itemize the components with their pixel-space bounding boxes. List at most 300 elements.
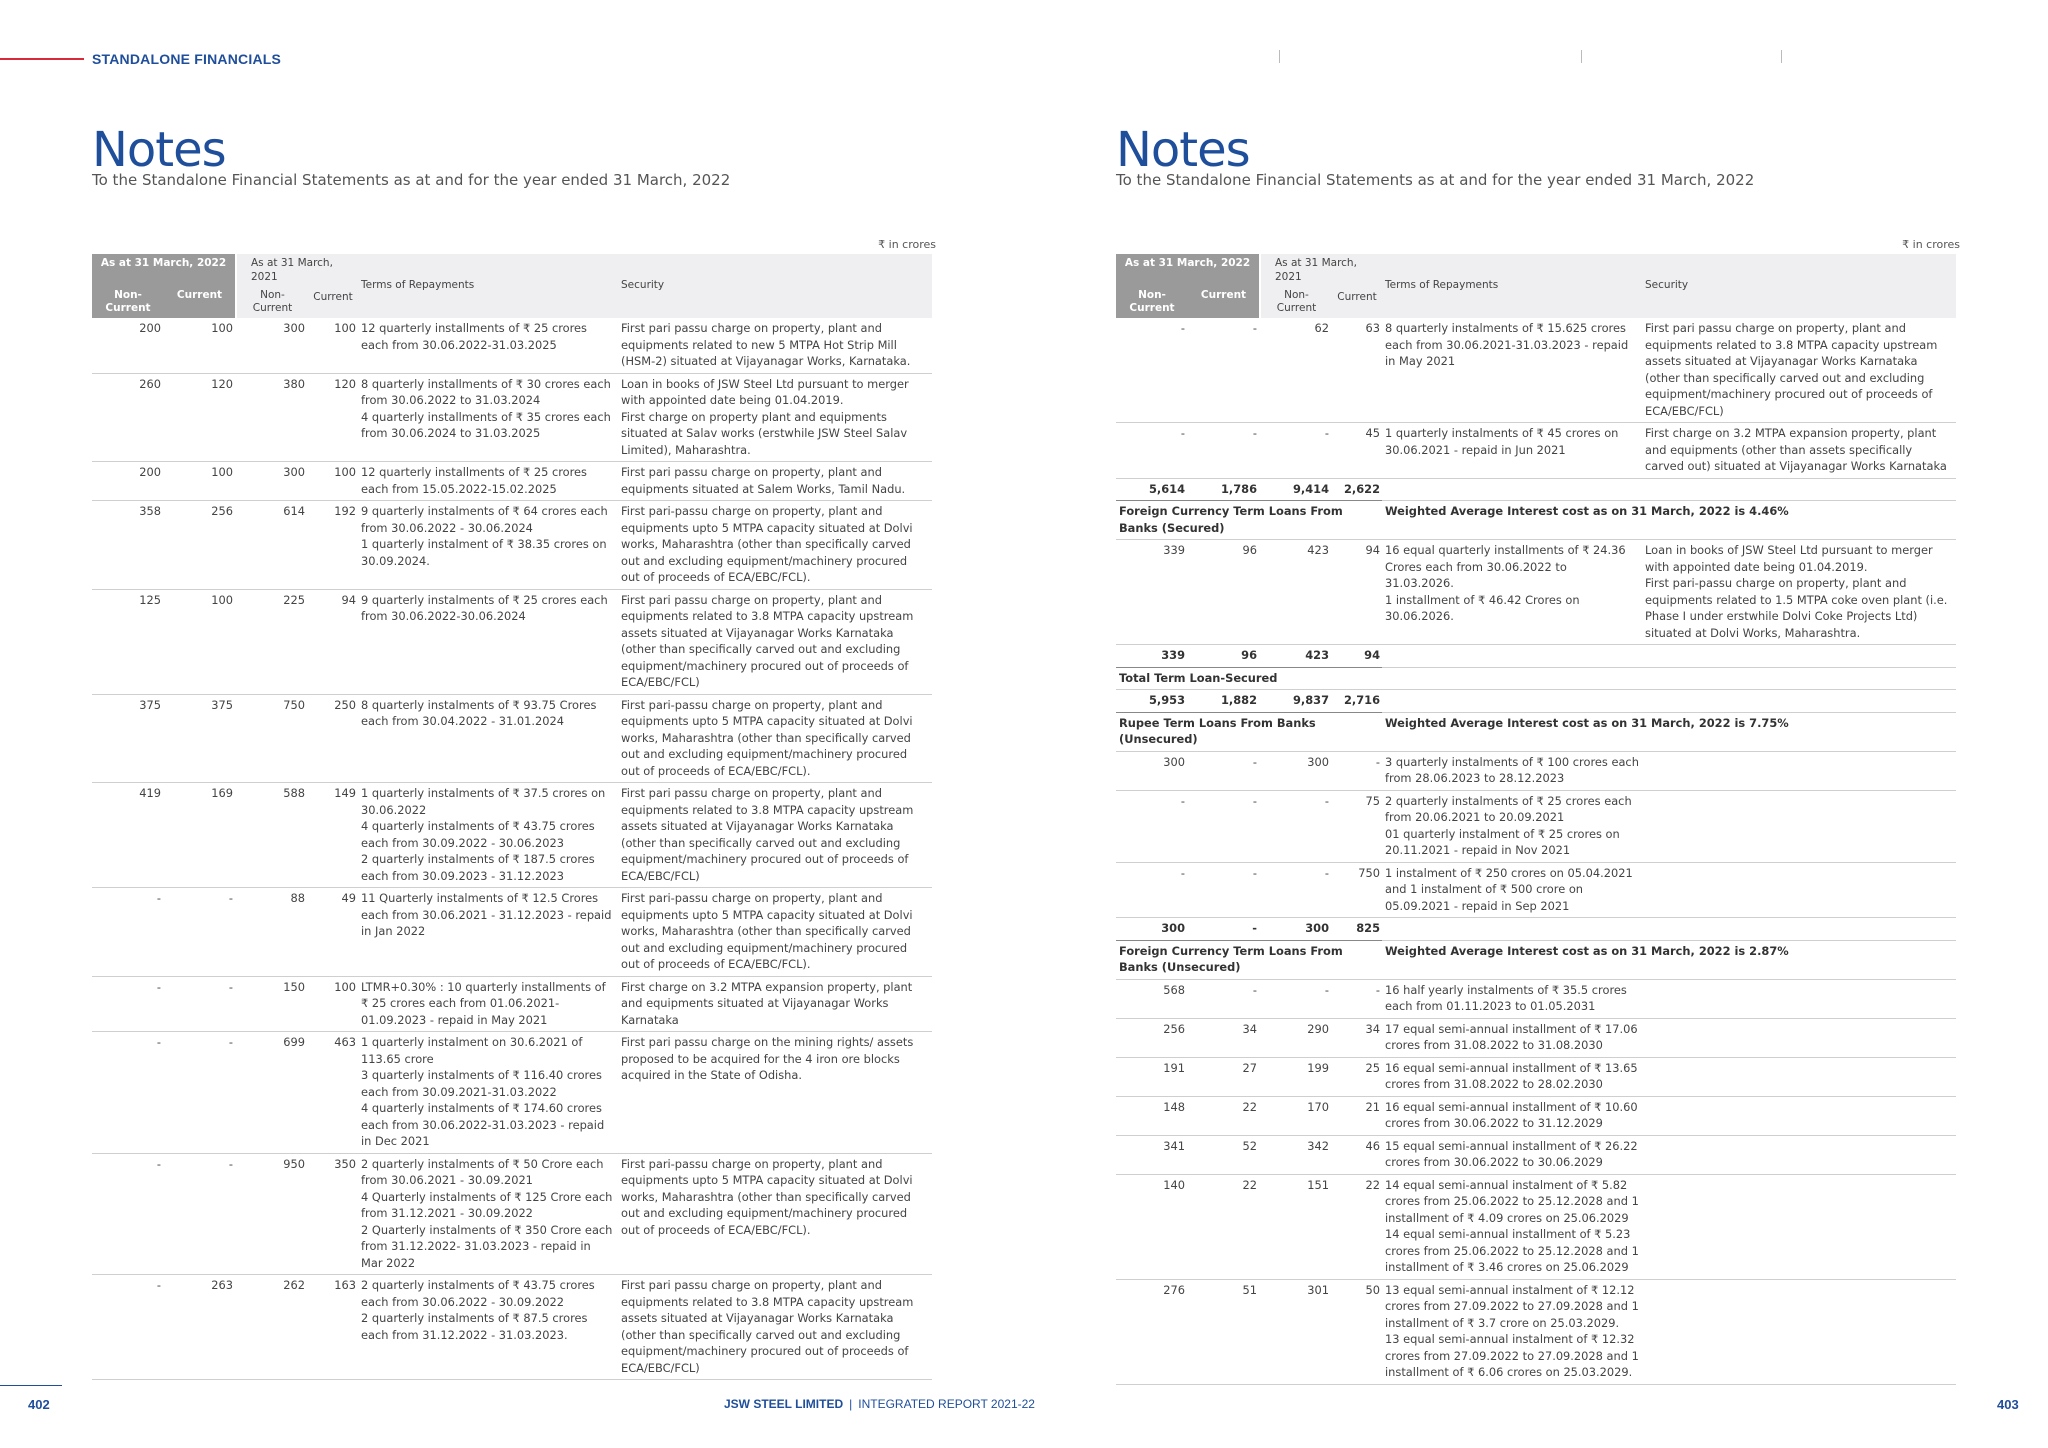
table-row [92,888,932,977]
text-line: First charge on 3.2 MTPA expansion property, plant and equipments situated at Vijayanagar Works Karnataka [621,979,913,1027]
text-line: 15 equal semi-annual installment of ₹ 26.22 crores from 30.06.2022 to 30.06.2029 [1385,1138,1638,1169]
header-tick [1781,50,1782,63]
cell-non-current-2021: 199 [1307,1060,1329,1075]
cell-non-current-2022: - [156,979,161,994]
text-line: 8 quarterly instalments of ₹ 15.625 crores each from 30.06.2021-31.03.2023 - repaid in May 2021 [1385,321,1629,368]
cell-current-2021: 49 [341,891,357,905]
text-line: 1 quarterly instalment of ₹ 38.35 crores on 30.09.2024. [361,537,607,568]
cell-security [618,501,932,590]
table-row [92,976,932,1032]
cell-terms [1382,540,1642,645]
table-row [92,694,932,783]
section-row [1116,667,1956,690]
cell-current-2022: 169 [211,786,233,800]
text-line: 11 Quarterly instalments of ₹ 12.5 Crores each from 30.06.2021 - 31.12.2023 - repaid in Jan 2022 [361,891,612,938]
cell-non-current-2021: 699 [283,1035,305,1049]
header-as-at-2022: As at 31 March, 2022 [92,254,236,287]
cell-non-current-2021: 301 [1307,1282,1329,1297]
cell-current-2021: 100 [334,979,357,994]
interest-note: Weighted Average Interest cost as on 31 March, 2022 is 7.75% [1385,715,1789,730]
cell-security [1642,540,1956,645]
cell-current-2021: 21 [1365,1099,1381,1114]
cell-non-current-2022: 339 [1163,543,1185,557]
table-row [92,501,932,590]
cell-current-2022: 22 [1242,1177,1257,1192]
text-line: 1 quarterly instalments of ₹ 45 crores on 30.06.2021 - repaid in Jun 2021 [1385,426,1619,457]
cell-current-2022: - [228,979,233,994]
cell-non-current-2021: 423 [1307,543,1329,557]
cell-current-2021: - [1375,982,1381,997]
table-row [1116,751,1956,790]
borrowings-table-left [92,254,932,1380]
table-body [1116,318,1956,1384]
cell-non-current-2021: 300 [283,321,305,335]
total-row [1116,645,1956,668]
interest-note: Weighted Average Interest cost as on 31 March, 2022 is 4.46% [1385,504,1789,518]
header-terms: Terms of Repayments [1382,254,1642,318]
cell-security [1642,423,1956,479]
cell-non-current-2022: 300 [1163,754,1185,769]
text-line: 9 quarterly instalments of ₹ 64 crores each from 30.06.2022 - 30.06.2024 [361,504,608,535]
cell-non-current-2021: 170 [1307,1099,1329,1114]
cell-security [618,373,932,462]
table-row [1116,1096,1956,1135]
text-line: First charge on property plant and equipments situated at Salav works (erstwhile JSW Steel Salav Limited), Maharashtra. [621,409,908,457]
cell-current-2021: 750 [1358,865,1381,880]
text-line: First pari-passu charge on property, plant and equipments upto 5 MTPA capacity situated at Dolvi works, Maharashtra (other than specifically carved out and excluding equipment/machinery procured out of proceeds of ECA/EBC/FCL). [621,891,913,971]
cell-non-current-2022: - [156,1278,161,1292]
cell-security [1642,645,1956,668]
cell-security [618,318,932,373]
text-line: First pari passu charge on property, plant and equipments related to 3.8 MTPA capacity upstream assets situated at Vijayanagar Works Karnataka (other than specifically carved out and excluding equipment/machinery procured out of proceeds of ECA/EBC/FCL) [621,1278,914,1375]
cell-current-2022: 52 [1242,1138,1257,1153]
cell-current-2021: 120 [334,376,357,391]
total-row [1116,690,1956,713]
cell-security [1642,918,1956,941]
table-row [1116,423,1956,479]
header-current-2022: Current [1188,287,1260,318]
cell-non-current-2022: 300 [1116,918,1188,941]
cell-current-2021: 250 [334,697,357,712]
cell-non-current-2022: 358 [139,504,161,518]
text-line: 8 quarterly installments of ₹ 30 crores each from 30.06.2022 to 31.03.2024 [361,376,611,407]
cell-current-2022: 120 [211,376,233,391]
cell-terms [1382,790,1642,862]
cell-current-2022: - [228,1156,233,1171]
text-line: 14 equal semi-annual instalment of ₹ 5.82 crores from 25.06.2022 to 25.12.2028 and 1 installment of ₹ 4.09 crores on 25.06.2029 [1385,1177,1639,1225]
cell-current-2022: 1,786 [1188,478,1260,501]
cell-current-2022: - [1252,793,1257,808]
header-as-at-2021: As at 31 March, 2021 [236,254,358,287]
cell-non-current-2021: 262 [283,1278,305,1292]
cell-security [1642,1135,1956,1174]
cell-non-current-2021: 380 [283,376,305,391]
text-line: First pari passu charge on property, plant and equipments situated at Salem Works, Tamil Nadu. [621,465,906,496]
text-line: 13 equal semi-annual instalment of ₹ 12.12 crores from 27.09.2022 to 27.09.2028 and 1 installment of ₹ 3.7 crore on 25.03.2029. [1385,1282,1639,1330]
cell-current-2021: 149 [334,786,357,800]
cell-non-current-2022: 148 [1163,1099,1185,1114]
cell-terms [358,1153,618,1275]
cell-non-current-2021: 62 [1314,321,1329,335]
cell-non-current-2022: - [1180,321,1185,335]
footer-separator: | [849,1397,853,1411]
cell-non-current-2021: 614 [283,504,305,518]
cell-terms [1382,1096,1642,1135]
header-tick [1279,50,1280,63]
text-line: 17 equal semi-annual installment of ₹ 17.06 crores from 31.08.2022 to 31.08.2030 [1385,1021,1638,1052]
section-label: Total Term Loan-Secured [1119,670,1278,685]
text-line: 1 quarterly instalments of ₹ 37.5 crores on 30.06.2022 [361,786,606,817]
cell-non-current-2022: 125 [139,592,161,607]
cell-non-current-2021: 300 [1307,754,1329,769]
cell-security [1642,690,1956,713]
cell-non-current-2021: 588 [283,786,305,800]
cell-security [1642,1174,1956,1279]
cell-current-2022: - [1252,865,1257,880]
cell-non-current-2022: 276 [1163,1282,1185,1297]
text-line: 3 quarterly instalments of ₹ 116.40 crores each from 30.09.2021-31.03.2022 [361,1068,602,1099]
cell-non-current-2022: - [1180,793,1185,808]
cell-non-current-2022: - [156,891,161,905]
table-row [1116,862,1956,918]
total-row [1116,918,1956,941]
cell-terms [1382,478,1642,501]
cell-current-2022: 100 [211,592,233,607]
cell-non-current-2021: 88 [290,891,305,905]
cell-current-2022: 96 [1188,645,1260,668]
cell-security [618,1153,932,1275]
text-line: LTMR+0.30% : 10 quarterly installments of ₹ 25 crores each from 01.06.2021-01.09.2023 - repaid in May 2021 [361,979,606,1027]
text-line: Loan in books of JSW Steel Ltd pursuant to merger with appointed date being 01.04.2019. [621,376,909,407]
cell-non-current-2021: 151 [1307,1177,1329,1192]
table-row [1116,1018,1956,1057]
text-line: 2 quarterly instalments of ₹ 43.75 crores each from 30.06.2022 - 30.09.2022 [361,1278,595,1309]
cell-terms [358,1032,618,1154]
header-current-2021: Current [308,287,358,318]
table-row [1116,1279,1956,1384]
cell-terms [1382,862,1642,918]
table-row [92,1275,932,1380]
section-label: STANDALONE FINANCIALS [92,51,282,67]
text-line: 4 Quarterly instalments of ₹ 125 Crore each from 31.12.2021 - 30.09.2022 [361,1189,613,1220]
table-row [92,318,932,373]
cell-terms [1382,751,1642,790]
units-label: ₹ in crores [1902,238,1960,251]
table-row [1116,1174,1956,1279]
cell-terms [358,589,618,694]
cell-current-2021: 163 [334,1278,357,1292]
cell-non-current-2021: - [1324,982,1329,997]
text-line: 1 installment of ₹ 46.42 Crores on 30.06.2026. [1385,592,1580,623]
text-line: 1 instalment of ₹ 250 crores on 05.04.2021 and 1 instalment of ₹ 500 crore on 05.09.2021 - repaid in Sep 2021 [1385,865,1633,913]
cell-security [1642,862,1956,918]
cell-non-current-2021: 300 [283,465,305,479]
cell-current-2022: - [228,891,233,905]
table-header [92,254,932,318]
cell-current-2021: 94 [1332,645,1382,668]
cell-terms [358,501,618,590]
cell-terms [358,318,618,373]
text-line: Loan in books of JSW Steel Ltd pursuant to merger with appointed date being 01.04.2019. [1645,543,1933,574]
cell-security [618,1032,932,1154]
header-current-2021: Current [1332,287,1382,318]
cell-terms [1382,1135,1642,1174]
text-line: First pari-passu charge on property, plant and equipments related to 1.5 MTPA coke oven plant (i.e. Phase I under erstwhile Dolvi Coke Projects Ltd) situated at Dolvi Works, Maharashtra. [1645,576,1948,640]
cell-current-2021: 63 [1365,321,1381,335]
section-row [1116,940,1956,979]
cell-security [618,462,932,501]
text-line: First pari passu charge on property, plant and equipments related to new 5 MTPA Hot Strip Mill (HSM-2) situated at Vijayanagar Works, Karnataka. [621,321,911,368]
text-line: First charge on 3.2 MTPA expansion property, plant and equipments (other than assets specifically carved out) situated at Vijayanagar Works Karnataka [1645,426,1947,473]
table-row [1116,979,1956,1018]
cell-current-2022: - [228,1035,233,1049]
footer-brand [724,1397,1035,1411]
cell-current-2021: 2,622 [1332,478,1382,501]
cell-current-2022: 27 [1242,1060,1257,1075]
cell-non-current-2021: 300 [1260,918,1332,941]
cell-terms [1382,918,1642,941]
cell-non-current-2022: 375 [139,697,161,712]
cell-terms [1382,318,1642,423]
cell-terms [358,694,618,783]
cell-non-current-2021: 150 [283,979,305,994]
text-line: First pari passu charge on property, plant and equipments related to 3.8 MTPA capacity upstream assets situated at Vijayanagar Works Karnataka (other than specifically carved out and excluding equipment/machinery procured out of proceeds of ECA/EBC/FCL) [621,786,914,883]
table-header [1116,254,1956,318]
cell-security [1642,1279,1956,1384]
cell-current-2021: 45 [1365,426,1381,440]
header-as-at-2021: As at 31 March, 2021 [1260,254,1382,287]
cell-current-2021: 2,716 [1332,690,1382,713]
cell-security [1642,1096,1956,1135]
cell-security [1642,751,1956,790]
table-row [92,462,932,501]
borrowings-table-right [1116,254,1956,1385]
text-line: First pari-passu charge on property, plant and equipments upto 5 MTPA capacity situated at Dolvi works, Maharashtra (other than specifically carved out and excluding equipment/machinery procured out of proceeds of ECA/EBC/FCL). [621,504,913,584]
cell-current-2022: - [1252,321,1257,335]
cell-security [1642,478,1956,501]
page-title: Notes [1116,122,1250,178]
cell-non-current-2022: 5,614 [1116,478,1188,501]
cell-current-2021: 75 [1365,793,1381,808]
cell-security [618,888,932,977]
text-line: 16 equal semi-annual installment of ₹ 10.60 crores from 30.06.2022 to 31.12.2029 [1385,1099,1638,1130]
header-current-2022: Current [164,287,236,318]
table-row [92,783,932,888]
cell-current-2022: 1,882 [1188,690,1260,713]
cell-non-current-2022: 5,953 [1116,690,1188,713]
cell-security [618,589,932,694]
cell-current-2022: 100 [211,321,233,335]
header-accent-line [0,58,84,60]
cell-security [1642,1057,1956,1096]
cell-terms [1382,1174,1642,1279]
text-line: 8 quarterly instalments of ₹ 93.75 Crores each from 30.04.2022 - 31.01.2024 [361,697,597,728]
cell-non-current-2022: 339 [1116,645,1188,668]
cell-current-2021: 34 [1365,1021,1381,1036]
cell-current-2022: - [1188,918,1260,941]
cell-current-2022: 96 [1242,543,1257,557]
cell-current-2022: 51 [1242,1282,1257,1297]
cell-non-current-2022: - [1180,426,1185,440]
cell-security [618,694,932,783]
page-number-left: 402 [28,1397,50,1412]
cell-current-2021: 463 [334,1035,357,1049]
page-number-right: 403 [1997,1397,2019,1412]
table-row [92,373,932,462]
page-title: Notes [92,122,226,178]
header-security: Security [1642,254,1956,318]
cell-security [1642,790,1956,862]
cell-terms [358,976,618,1032]
cell-non-current-2021: 9,414 [1260,478,1332,501]
text-line: 3 quarterly instalments of ₹ 100 crores each from 28.06.2023 to 28.12.2023 [1385,754,1639,785]
cell-terms [1382,645,1642,668]
cell-non-current-2021: 423 [1260,645,1332,668]
text-line: First pari-passu charge on property, plant and equipments upto 5 MTPA capacity situated at Dolvi works, Maharashtra (other than specifically carved out and excluding equipment/machinery procured out of proceeds of ECA/EBC/FCL). [621,697,913,778]
cell-current-2022: 100 [211,465,233,479]
cell-non-current-2021: 950 [283,1156,305,1171]
cell-current-2021: 825 [1332,918,1382,941]
table-body [92,318,932,1380]
cell-terms [1382,1057,1642,1096]
text-line: 2 Quarterly instalments of ₹ 350 Crore each from 31.12.2022- 31.03.2023 - repaid in Mar 2022 [361,1222,613,1270]
text-line: 14 equal semi-annual installment of ₹ 5.23 crores from 25.06.2022 to 25.12.2028 and 1 installment of ₹ 3.46 crores on 25.06.2029 [1385,1227,1639,1274]
text-line: 13 equal semi-annual instalment of ₹ 12.32 crores from 27.09.2022 to 27.09.2028 and 1 installment of ₹ 6.06 crores on 25.03.2029. [1385,1332,1639,1379]
section-row [1116,501,1956,540]
cell-terms [358,783,618,888]
page-subtitle: To the Standalone Financial Statements as at and for the year ended 31 March, 2022 [92,171,731,189]
cell-terms [1382,1018,1642,1057]
cell-terms [1382,690,1642,713]
cell-terms [358,888,618,977]
cell-current-2022: - [1252,426,1257,440]
section-row [1116,712,1956,751]
cell-security [1642,979,1956,1018]
cell-terms [1382,1279,1642,1384]
header-non-current-2021: Non- Current [1260,287,1332,318]
cell-security [1642,1018,1956,1057]
cell-non-current-2022: - [156,1035,161,1049]
cell-non-current-2022: 200 [139,321,161,335]
cell-current-2022: 22 [1242,1099,1257,1114]
text-line: 1 quarterly instalment on 30.6.2021 of 113.65 crore [361,1035,583,1066]
interest-note: Weighted Average Interest cost as on 31 March, 2022 is 2.87% [1385,943,1789,958]
text-line: 4 quarterly installments of ₹ 35 crores each from 30.06.2024 to 31.03.2025 [361,409,611,440]
cell-non-current-2022: 260 [139,376,161,391]
cell-current-2022: 256 [211,504,233,518]
text-line: 2 quarterly instalments of ₹ 87.5 crores each from 31.12.2022 - 31.03.2023. [361,1311,588,1342]
cell-current-2021: 94 [1365,543,1381,557]
cell-non-current-2021: 342 [1307,1138,1329,1153]
cell-current-2022: - [1252,982,1257,997]
cell-non-current-2021: 290 [1307,1021,1329,1036]
cell-current-2021: 22 [1365,1177,1381,1192]
text-line: 2 quarterly instalments of ₹ 50 Crore each from 30.06.2021 - 30.09.2021 [361,1156,604,1187]
footer-accent-line [0,1385,62,1386]
cell-non-current-2022: - [156,1156,161,1171]
cell-current-2022: 34 [1242,1021,1257,1036]
header-tick [1581,50,1582,63]
cell-terms [358,373,618,462]
cell-security [618,783,932,888]
units-label: ₹ in crores [878,238,936,251]
header-terms: Terms of Repayments [358,254,618,318]
header-non-current-2022: Non-Current [1116,287,1188,318]
text-line: 2 quarterly instalments of ₹ 25 crores each from 20.06.2021 to 20.09.2021 [1385,793,1632,824]
page-subtitle: To the Standalone Financial Statements as at and for the year ended 31 March, 2022 [1116,171,1755,189]
text-line: First pari passu charge on the mining rights/ assets proposed to be acquired for the 4 iron ore blocks acquired in the State of Odisha. [621,1035,914,1082]
cell-non-current-2021: - [1324,793,1329,808]
cell-non-current-2022: 256 [1163,1021,1185,1036]
cell-terms [1382,979,1642,1018]
header-non-current-2021: Non- Current [236,287,308,318]
table-row [1116,790,1956,862]
cell-non-current-2022: 341 [1163,1138,1185,1153]
text-line: First pari-passu charge on property, plant and equipments upto 5 MTPA capacity situated at Dolvi works, Maharashtra (other than specifically carved out and excluding equipment/machinery procured out of proceeds of ECA/EBC/FCL). [621,1156,913,1237]
text-line: 16 half yearly instalments of ₹ 35.5 crores each from 01.11.2023 to 01.05.2031 [1385,982,1627,1013]
text-line: 2 quarterly instalments of ₹ 187.5 crores each from 30.09.2023 - 31.12.2023 [361,852,595,883]
cell-non-current-2021: - [1324,865,1329,880]
text-line: First pari passu charge on property, plant and equipments related to 3.8 MTPA capacity upstream assets situated at Vijayanagar Works Karnataka (other than specifically carved out and excluding equipment/machinery procured out of proceeds of ECA/EBC/FCL) [1645,321,1938,418]
table-row [1116,318,1956,423]
cell-non-current-2022: - [1180,865,1185,880]
section-label: Foreign Currency Term Loans From Banks (Unsecured) [1119,943,1343,974]
cell-non-current-2022: 200 [139,465,161,479]
text-line: 16 equal semi-annual installment of ₹ 13.65 crores from 31.08.2022 to 28.02.2030 [1385,1060,1638,1091]
table-row [92,1032,932,1154]
text-line: 16 equal quarterly installments of ₹ 24.36 Crores each from 30.06.2022 to 31.03.2026. [1385,543,1626,590]
text-line: 12 quarterly installments of ₹ 25 crores each from 15.05.2022-15.02.2025 [361,465,587,496]
cell-security [618,1275,932,1380]
interest-note [1382,667,1956,690]
section-label: Foreign Currency Term Loans From Banks (Secured) [1119,504,1343,535]
cell-non-current-2021: 9,837 [1260,690,1332,713]
header-as-at-2022: As at 31 March, 2022 [1116,254,1260,287]
cell-current-2021: 25 [1365,1060,1381,1075]
cell-non-current-2021: - [1324,426,1329,440]
cell-current-2021: 350 [334,1156,357,1171]
header-non-current-2022: Non-Current [92,287,164,318]
cell-current-2021: 100 [334,321,357,335]
cell-non-current-2022: 191 [1163,1060,1185,1075]
cell-current-2021: 192 [334,504,357,518]
text-line: 01 quarterly instalment of ₹ 25 crores on 20.11.2021 - repaid in Nov 2021 [1385,826,1620,857]
text-line: 4 quarterly instalments of ₹ 43.75 crores each from 30.09.2022 - 30.06.2023 [361,819,595,850]
total-row [1116,478,1956,501]
text-line: First pari passu charge on property, plant and equipments related to 3.8 MTPA capacity upstream assets situated at Vijayanagar Works Karnataka (other than specifically carved out and excluding equipment/machinery procured out of proceeds of ECA/EBC/FCL) [621,592,914,689]
cell-terms [1382,423,1642,479]
cell-security [1642,318,1956,423]
text-line: 4 quarterly instalments of ₹ 174.60 crores each from 30.06.2022-31.03.2023 - repaid in Dec 2021 [361,1101,605,1148]
cell-non-current-2022: 140 [1163,1177,1185,1192]
footer-report: INTEGRATED REPORT 2021-22 [858,1397,1035,1411]
header-security: Security [618,254,932,318]
table-row [92,589,932,694]
table-row [1116,540,1956,645]
cell-security [618,976,932,1032]
text-line: 12 quarterly installments of ₹ 25 crores each from 30.06.2022-31.03.2025 [361,321,587,352]
cell-current-2022: 375 [211,697,233,712]
text-line: 9 quarterly instalments of ₹ 25 crores each from 30.06.2022-30.06.2024 [361,592,608,623]
cell-current-2021: 46 [1365,1138,1381,1153]
cell-terms [358,462,618,501]
cell-non-current-2021: 225 [283,592,305,607]
cell-current-2022: - [1252,754,1257,769]
cell-current-2021: 50 [1365,1282,1381,1297]
cell-current-2021: - [1375,754,1381,769]
table-row [1116,1057,1956,1096]
footer-company: JSW STEEL LIMITED [724,1397,844,1411]
